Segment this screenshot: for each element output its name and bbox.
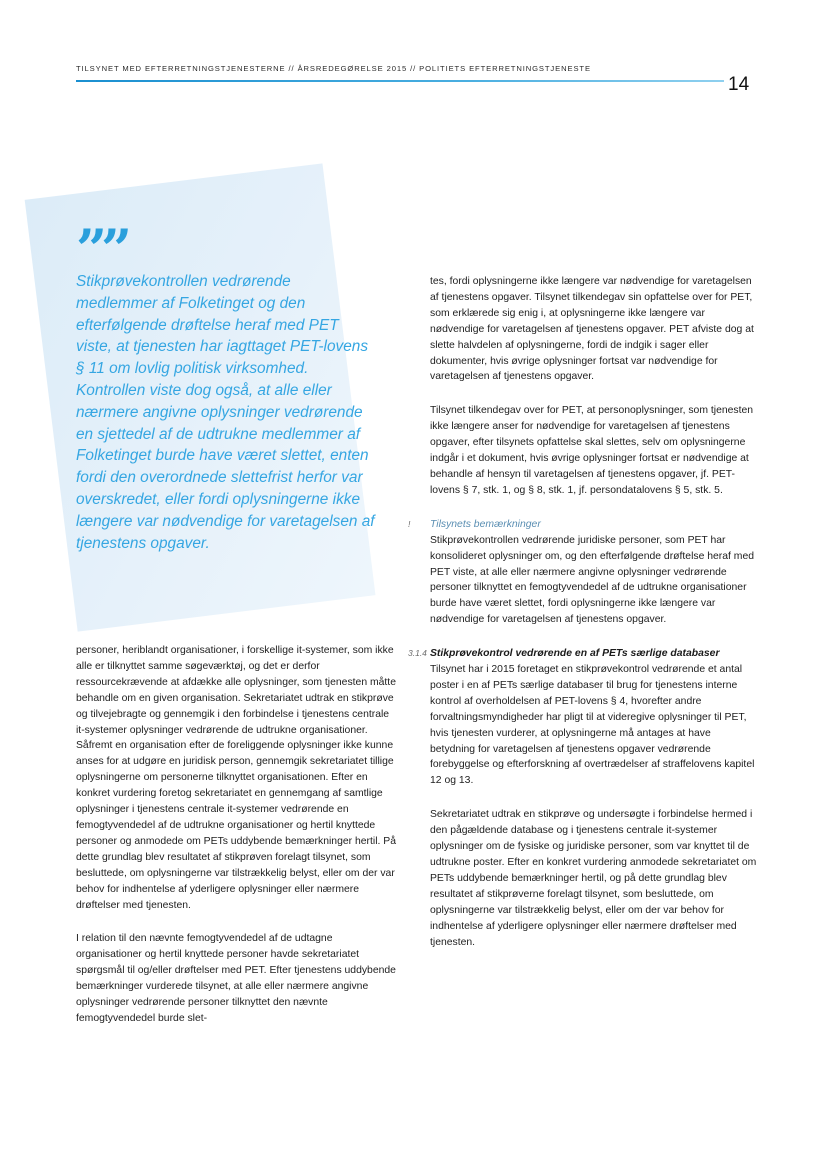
remarks-block <box>408 517 758 628</box>
quote-mark-icon: ”” <box>76 217 127 281</box>
page-number: 14 <box>728 74 750 95</box>
pull-quote: Stikprøvekontrollen vedrørende medlemmer af Folketinget og den efterfølgende drøftelse heraf med PET viste, at tjenesten har iagttaget PET-lovens § 11 om lovlig politisk virksomhed. Kontrollen viste dog også, at alle eller nærmere angivne oplysninger vedrørende en sjettedel af de udtrukne medlemmer af Folketinget burde have været slettet, enten fordi den overordnede slettefrist herfor var overskredet, eller fordi oplysningerne ikke længere var nødvendige for varetagelsen af tjenestens opgaver. <box>76 273 375 552</box>
section-paragraph-1: Tilsynet har i 2015 foretaget en stikprøvekontrol vedrørende et antal poster i en af PETs særlige databaser til brug for tjenestens interne kontrol af overholdelsen af PET-lovens § 4, hvorefter andre forvaltningsmyndigheder har pligt til at videregive oplysninger til PET, hvis tjenesten vurderer, at oplysningerne må antages at have betydning for varetagelsen af tjenestens opgaver vedrørende forebyggelse og efterforskning af overtrædelser af straffelovens kapitel 12 og 13. <box>430 664 755 787</box>
left-paragraph-2: I relation til den nævnte femogtyvendedel af de udtagne organisationer og hertil knyttede personer havde sekretariatet spørgsmål til og/eller drøftelser med PET. Efter tjenestens uddybende bemærkninger vurderede tilsynet, at alle eller nærmere angivne oplysninger vedrørende personer tilknyttet den nævnte femogtyvendedel burde slet- <box>76 933 396 1024</box>
section-number: 3.1.4 <box>408 648 427 659</box>
right-column <box>408 274 758 968</box>
right-paragraph-1: tes, fordi oplysningerne ikke længere var nødvendige for varetagelsen af tjenestens opgaver. Tilsynet tilkendegav sin opfattelse over for PET, som erklærede sig enig i, at oplysningerne ikke længere var nødvendige for varetagelsen af tjenestens opgaver. PET afviste dog at slette halvdelen af oplysningerne, fordi de indgik i sager eller dokumenter, hvis øvrige oplysninger fortsat var nødvendige for varetagelsen af tjenestens opgaver. <box>430 276 754 383</box>
section-paragraph-2: Sekretariatet udtrak en stikprøve og undersøgte i forbindelse hermed i den pågældende database og i tjenestens centrale it-systemer oplysninger om de fysiske og juridiske personer, som var knyttet til de udtrukne poster. Efter en konkret vurdering anmodede sekretariatet om PETs uddybende bemærkninger hertil, og på dette grundlag blev resultatet af stikprøverne forelagt tilsynet, som besluttede, om oplysningerne var tilstrækkelig belyst, eller om der var behov for indhentelse af yderligere oplysninger eller nærmere drøftelser med tjenesten. <box>430 809 757 948</box>
right-paragraph-2: Tilsynet tilkendegav over for PET, at personoplysninger, som tjenesten ikke længere anser for nødvendige for varetagelsen af tjenestens opgaver, efter tilsynets opfattelse skal slettes, selv om oplysningerne indgår i et dokument, hvis øvrige oplysninger fortsat er nødvendige at behandle af hensyn til varetagelsen af tjenestens opgaver, jf. PET-lovens § 7, stk. 1, og § 8, stk. 1, jf. persondatalovens § 5, stk. 5. <box>430 405 754 496</box>
left-column <box>76 643 398 1045</box>
remarks-text: Stikprøvekontrollen vedrørende juridiske personer, som PET har konsolideret oplysninger om, og den efterfølgende drøftelse heraf med PET viste, at alle eller nærmere angivne oplysninger vedrørende personer tilknyttet en femogtyvendedel af de udtrukne organisationer burde have været slettet, fordi oplysningerne ikke længere var nødvendige for varetagelsen af tjenestens opgaver. <box>430 534 755 626</box>
remarks-marker-icon: ! <box>408 518 411 529</box>
remarks-heading: Tilsynets bemærkninger <box>430 518 541 530</box>
section-3-1-4 <box>408 646 758 950</box>
running-header: TILSYNET MED EFTERRETNINGSTJENESTERNE // ÅRSREDEGØRELSE 2015 // POLITIETS EFTERRETNINGSTJENESTE <box>76 64 591 73</box>
header-rule <box>76 80 724 82</box>
section-heading: Stikprøvekontrol vedrørende en af PETs særlige databaser <box>430 648 720 660</box>
left-paragraph-1: personer, heriblandt organisationer, i forskellige it-systemer, som ikke alle er tilknyttet samme søgeværktøj, og det er derfor ressourcekrævende at afdække alle oplysninger, som tjenesten måtte behandle om en given organisation. Sekretariatet udtrak en stikprøve og tilvejebragte og gennemgik i den forbindelse i tjenestens centrale it-systemer oplysninger vedrørende de udtrukne organisationer. Såfremt en organisation efter de foreliggende oplysninger ikke kunne anses for at udgøre en juridisk person, gennemgik sekretariatet tillige oplysningerne om personerne tilknyttet organisationen. Efter en konkret vurdering foretog sekretariatet en gennemgang af samtlige oplysninger i tjenestens centrale it-systemer vedrørende en femogtyvendedel af de udtrukne organisationer og hertil knyttede personer og anmodede om PETs uddybende bemærkninger hertil. På dette grundlag blev resultatet af stikprøven forelagt tilsynet, som besluttede, om oplysningerne var tilstrækkelig belyst, eller om der var behov for indhentelse af yderligere oplysninger eller nærmere drøftelser med tjenesten. <box>76 645 396 911</box>
